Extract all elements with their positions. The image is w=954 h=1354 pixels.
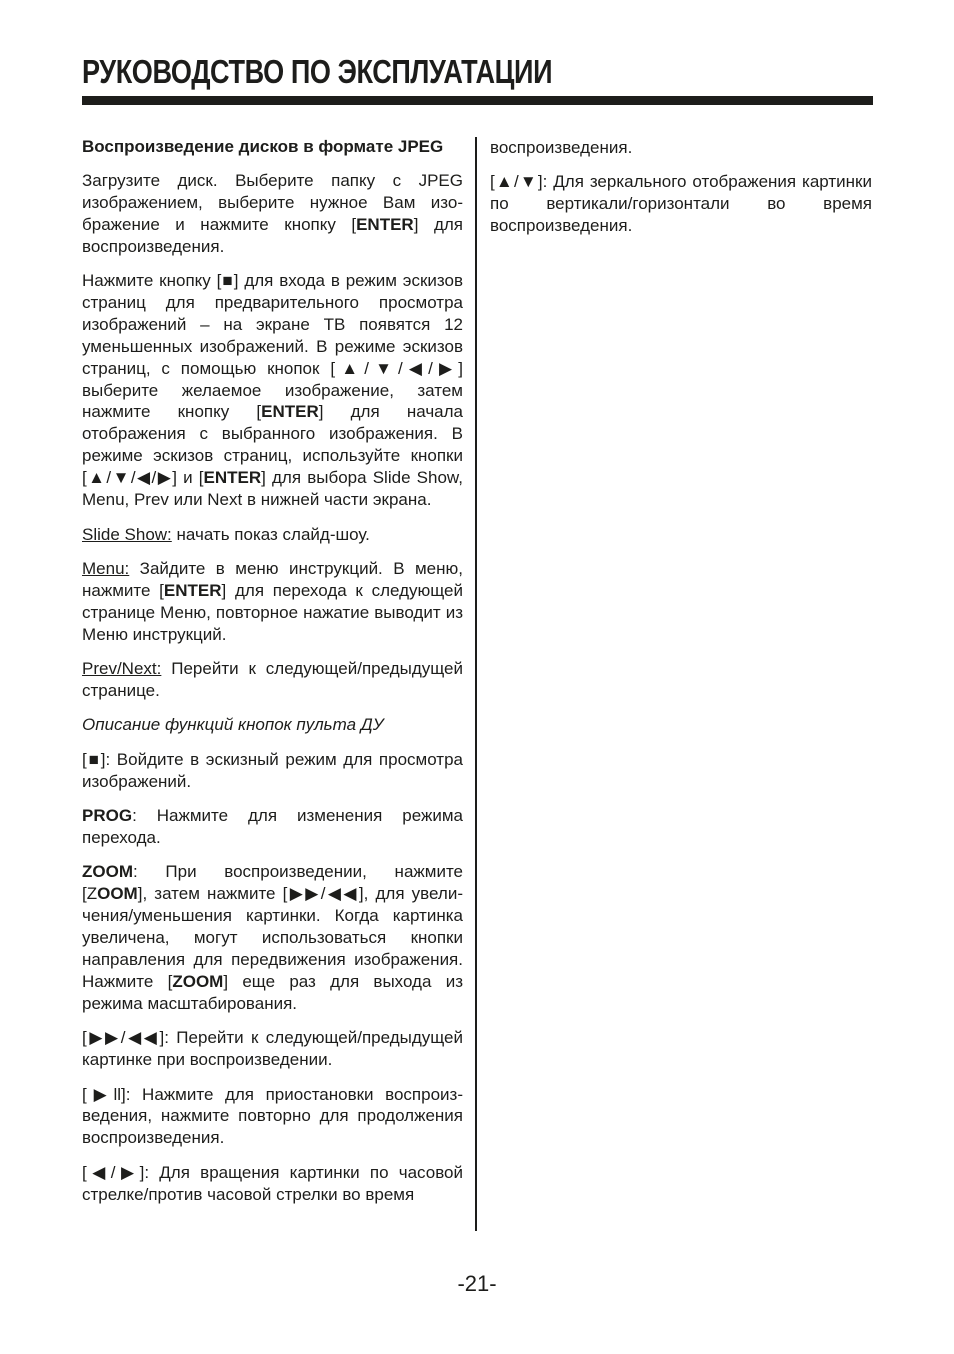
remote-heading: Описание функций кнопок пульта ДУ bbox=[82, 715, 384, 735]
key-prog: PROG bbox=[82, 806, 133, 826]
key-enter: ENTER bbox=[261, 402, 319, 422]
section-heading: Воспроизведение дисков в формате JPEG bbox=[82, 137, 444, 156]
key-zoom: ZOOM bbox=[172, 971, 224, 991]
page-title: РУКОВОДСТВО ПО ЭКСПЛУАТАЦИИ bbox=[82, 53, 553, 90]
text: : При воспроизведении, нажмите [Z bbox=[82, 862, 463, 904]
text: ] для выбора Slide Show, Menu, Prev или Next в нижней части экрана. bbox=[82, 468, 463, 510]
label-menu: Menu: bbox=[82, 558, 130, 578]
paragraph-load-disc bbox=[82, 170, 463, 258]
paragraph-menu bbox=[82, 558, 463, 646]
paragraph-stop-button: [■]: Войдите в эскизный режим для просмотра изображений. bbox=[82, 749, 463, 791]
paragraph-rotate: [◀/▶]: Для вращения картинки по часовой стрелке/против часовой стрелки во время bbox=[82, 1162, 463, 1204]
text: : Нажмите для изменения режима перехода. bbox=[82, 806, 463, 847]
paragraph-slideshow bbox=[82, 524, 463, 546]
paragraph-prevnext bbox=[82, 658, 463, 702]
text: ] для перехода к следующей странице Меню, повторное нажатие выводит из Меню инструкций. bbox=[82, 580, 463, 644]
header-rule bbox=[82, 96, 873, 105]
text: Зайдите в меню инструкций. В меню, нажмите [ bbox=[82, 558, 463, 600]
text: ] для воспроизведения. bbox=[82, 214, 463, 256]
key-enter: ENTER bbox=[203, 468, 262, 488]
key-enter: ENTER bbox=[356, 214, 414, 234]
text: ], затем нажмите [▶▶/◀◀], для увеличения/уменьшения картинки. Когда картинка увеличена, могут использоваться кнопки направления для передвижения изображения. Нажмите [ bbox=[82, 884, 463, 991]
right-column bbox=[490, 137, 872, 250]
paragraph-thumbnails bbox=[82, 270, 463, 511]
page-number: -21- bbox=[457, 1271, 497, 1296]
key-enter: ENTER bbox=[163, 580, 222, 600]
paragraph-pause: [▶ll]: Нажмите для приостановки воспроизведения, нажмите повторно для продолжения воспроизведения. bbox=[82, 1084, 463, 1148]
key-zoom-inline: OOM bbox=[97, 884, 138, 904]
text: Нажмите кнопку [■] для входа в режим эскизов страниц для предварительного просмотра изображений – на экране ТВ появятся 12 уменьшенных изображений. В режиме эскизов страниц, с помощью кнопок [▲/▼/◀/▶] выберите желаемое изображение, затем нажмите кнопку [ bbox=[82, 271, 463, 422]
paragraph-mirror: [▲/▼]: Для зеркального отображения картинки по вертикали/горизонтали во время воспроизведения. bbox=[490, 172, 872, 236]
paragraph-skip: [▶▶/◀◀]: Перейти к следующей/предыдущей картинке при воспроизведении. bbox=[82, 1028, 463, 1070]
text: ] для начала отображения с выбранного изображения. В режиме эскизов страниц, используйте кнопки [▲/▼/◀/▶] и [ bbox=[82, 402, 464, 488]
paragraph-prog bbox=[82, 805, 463, 849]
label-prevnext: Prev/Next: bbox=[82, 659, 162, 679]
text: начать показ слайд-шоу. bbox=[171, 524, 370, 544]
text: Загрузите диск. Выберите папку с JPEG изображением, выберите нужное Вам изображение и нажмите кнопку [ bbox=[82, 170, 463, 234]
key-zoom: ZOOM bbox=[82, 862, 133, 882]
paragraph-continuation: воспроизведения. bbox=[490, 138, 633, 157]
text: Перейти к следующей/предыдущей странице. bbox=[82, 659, 463, 700]
column-divider bbox=[475, 137, 477, 1231]
left-column bbox=[82, 136, 463, 1206]
paragraph-zoom bbox=[82, 861, 463, 1014]
label-slideshow: Slide Show: bbox=[82, 524, 172, 544]
text: ] еще раз для выхода из режима масштабирования. bbox=[82, 971, 463, 1013]
